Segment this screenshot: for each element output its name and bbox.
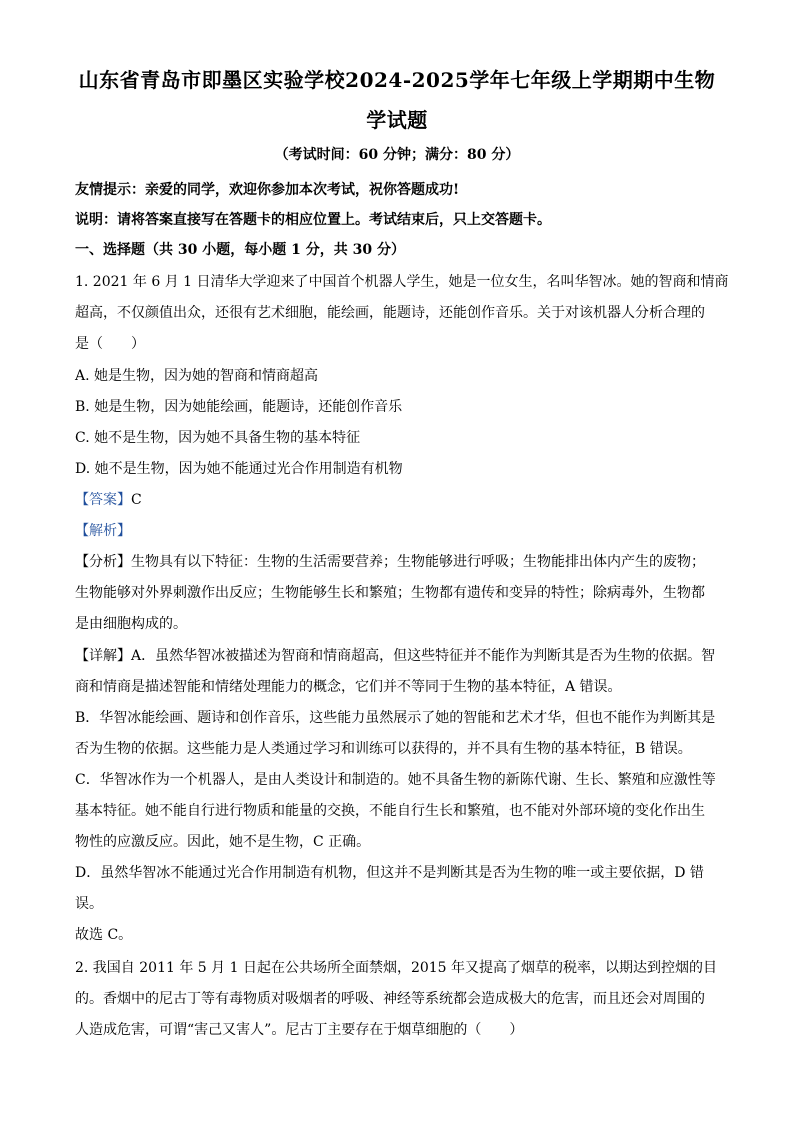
xiangjie-line: 基本特征。她不能自行进行物质和能量的交换，不能自行生长和繁殖，也不能对外部环境的变化作出生 (75, 803, 705, 819)
answer-label: 【答案】 (75, 492, 131, 508)
analysis-label: 【解析】 (75, 523, 131, 539)
fenxi-line: 是由细胞构成的。 (75, 616, 187, 632)
q2-stem-line: 的。香烟中的尼古丁等有毒物质对吸烟者的呼吸、神经等系统都会造成极大的危害，而且还会对周围的 (75, 991, 705, 1007)
section-heading: 一、选择题（共 30 小题，每小题 1 分，共 30 分） (75, 242, 405, 258)
q2-stem-line: 2. 我国自 2011 年 5 月 1 日起在公共场所全面禁烟，2015 年又提高了烟草的税率，以期达到控烟的目 (75, 960, 718, 976)
fenxi-line: 【分析】生物具有以下特征：生物的生活需要营养；生物能够进行呼吸；生物能排出体内产生的废物； (75, 554, 705, 570)
xiangjie-line: 【详解】A．虽然华智冰被描述为智商和情商超高，但这些特征并不能作为判断其是否为生物的依据。智 (75, 648, 716, 664)
q1-option-b: B. 她是生物，因为她能绘画，能题诗，还能创作音乐 (75, 399, 403, 415)
q2-stem-line: 人造成危害，可谓“害己又害人”。尼古丁主要存在于烟草细胞的（ ） (75, 1022, 524, 1038)
q1-option-a: A. 她是生物，因为她的智商和情商超高 (75, 368, 319, 384)
xiangjie-line: C．华智冰作为一个机器人，是由人类设计和制造的。她不具备生物的新陈代谢、生长、繁殖和应激性等 (75, 772, 716, 788)
xiangjie-line: 否为生物的依据。这些能力是人类通过学习和训练可以获得的，并不具有生物的基本特征，B 错误。 (75, 741, 692, 757)
xiangjie-line: 物性的应激反应。因此，她不是生物，C 正确。 (75, 834, 371, 850)
q1-answer (75, 490, 725, 510)
xiangjie-line: 误。 (75, 896, 103, 912)
q1-stem-line: 超高，不仅颜值出众，还很有艺术细胞，能绘画，能题诗，还能创作音乐。关于对该机器人分析合理的 (75, 305, 705, 321)
q1-stem-line: 是（ ） (75, 336, 145, 352)
instruction: 说明：请将答案直接写在答题卡的相应位置上。考试结束后，只上交答题卡。 (75, 212, 551, 228)
xiangjie-line: D．虽然华智冰不能通过光合作用制造有机物，但这并不是判断其是否为生物的唯一或主要依据，D 错 (75, 865, 704, 881)
xiangjie-line: 商和情商是描述智能和情绪处理能力的概念，它们并不等同于生物的基本特征，A 错误。 (75, 679, 622, 695)
answer-value: C (131, 492, 142, 508)
q1-stem-line: 1. 2021 年 6 月 1 日清华大学迎来了中国首个机器人学生，她是一位女生，名叫华智冰。她的智商和情商 (75, 274, 729, 290)
q1-option-d: D. 她不是生物，因为她不能通过光合作用制造有机物 (75, 461, 403, 477)
doc-title-line1: 山东省青岛市即墨区实验学校2024-2025学年七年级上学期期中生物 (78, 68, 716, 92)
exam-info: （考试时间：60 分钟；满分：80 分） (274, 147, 520, 163)
xiangjie-line: B．华智冰能绘画、题诗和创作音乐，这些能力虽然展示了她的智能和艺术才华，但也不能作为判断其是 (75, 710, 716, 726)
doc-title-line2: 学试题 (366, 108, 428, 132)
friendly-tip: 友情提示：亲爱的同学，欢迎你参加本次考试，祝你答题成功! (75, 182, 460, 198)
conclusion: 故选 C。 (75, 927, 133, 943)
fenxi-line: 生物能够对外界刺激作出反应；生物能够生长和繁殖；生物都有遗传和变异的特性；除病毒外，生物都 (75, 585, 705, 601)
q1-option-c: C. 她不是生物，因为她不具备生物的基本特征 (75, 430, 361, 446)
